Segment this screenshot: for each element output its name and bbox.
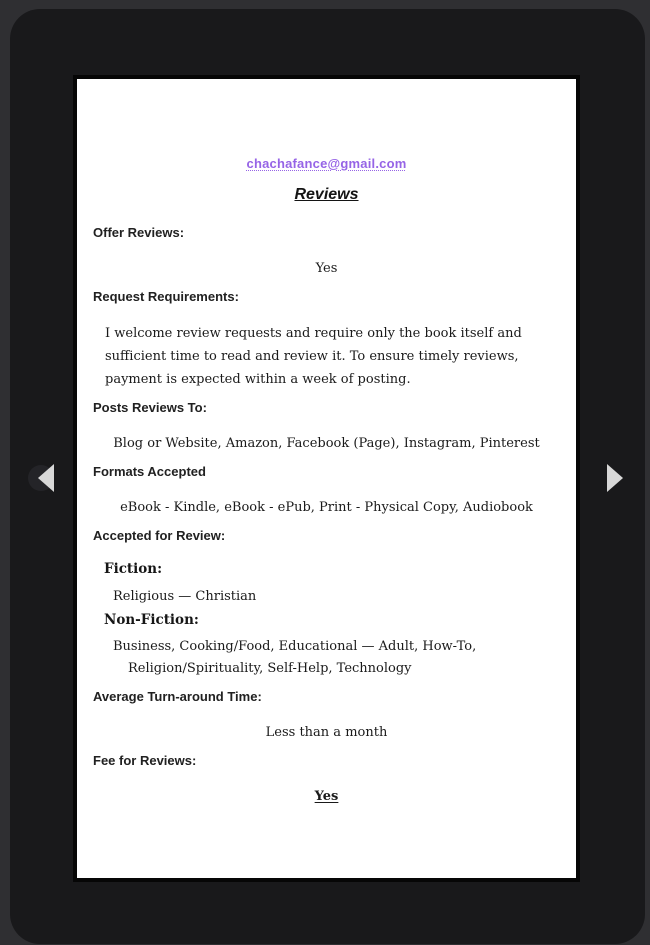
section-value-posts-reviews-to: Blog or Website, Amazon, Facebook (Page), Instagram, Pinterest xyxy=(113,436,540,451)
section-value-average-turnaround: Less than a month xyxy=(265,725,388,740)
sub-value-non-fiction: Business, Cooking/Food, Educational — Adult, How-To, Religion/Spirituality, Self-Help, Technology xyxy=(113,639,477,676)
section-value-offer-reviews: Yes xyxy=(315,261,338,276)
section-label-average-turnaround: Average Turn-around Time: xyxy=(93,689,262,704)
email-row xyxy=(77,79,576,173)
sub-label-fiction: Fiction: xyxy=(104,561,163,577)
chevron-right-icon xyxy=(607,464,623,492)
chevron-left-icon xyxy=(38,464,54,492)
section-label-request-requirements: Request Requirements: xyxy=(93,289,239,304)
section-label-fee-for-reviews: Fee for Reviews: xyxy=(93,753,197,768)
section-value-fee-for-reviews: Yes xyxy=(314,789,339,804)
section-label-offer-reviews: Offer Reviews: xyxy=(93,225,185,240)
sub-label-non-fiction: Non-Fiction: xyxy=(104,612,199,628)
section-label-posts-reviews-to: Posts Reviews To: xyxy=(93,400,207,415)
section-label-formats-accepted: Formats Accepted xyxy=(93,464,206,479)
section-label-accepted-for-review: Accepted for Review: xyxy=(93,528,226,543)
document-page xyxy=(73,75,580,882)
page-title: Reviews xyxy=(294,186,359,203)
reader-panel xyxy=(10,9,645,944)
previous-page-button[interactable] xyxy=(30,460,66,496)
email-link[interactable]: chachafance@gmail.com xyxy=(246,156,407,171)
section-value-formats-accepted: eBook - Kindle, eBook - ePub, Print - Physical Copy, Audiobook xyxy=(120,500,533,515)
page-content xyxy=(77,225,576,808)
sub-value-fiction: Religious — Christian xyxy=(113,589,257,604)
next-page-button[interactable] xyxy=(591,460,627,496)
section-value-request-requirements: I welcome review requests and require only the book itself and sufficient time to read and review it. To ensure timely reviews, payment is expected within a week of posting. xyxy=(105,326,522,387)
